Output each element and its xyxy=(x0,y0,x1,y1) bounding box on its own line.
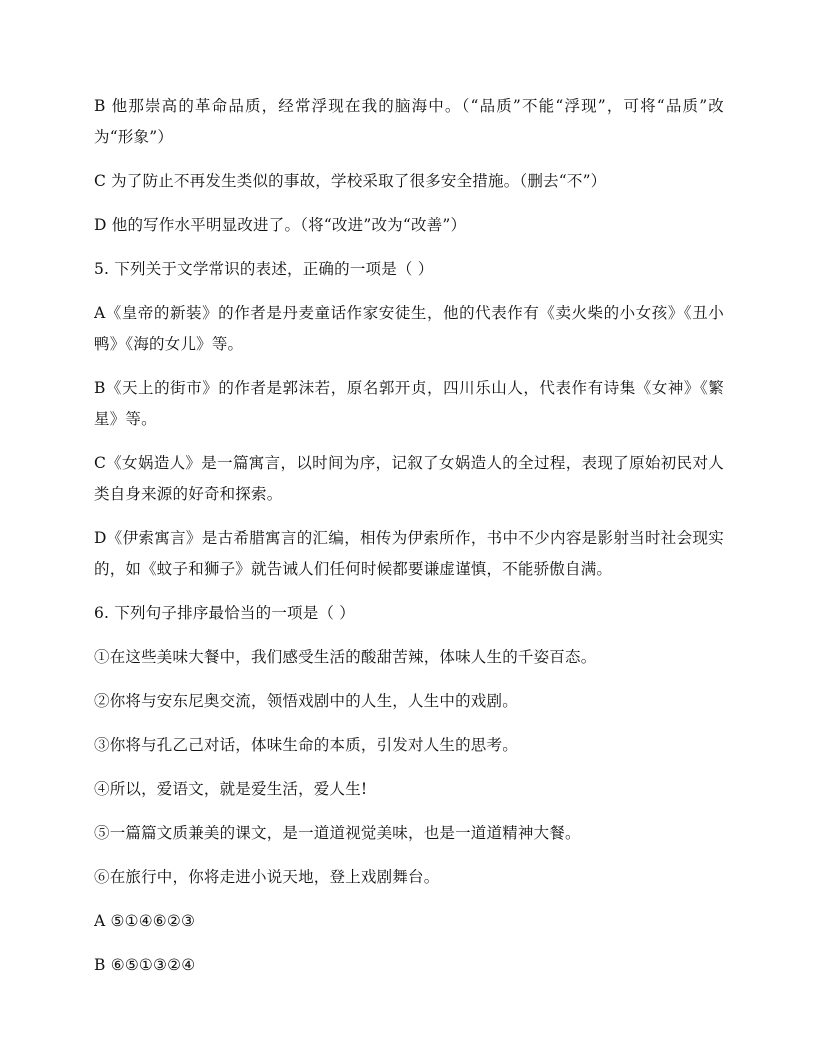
option-a-q6: A ⑤①④⑥②③ xyxy=(94,912,196,930)
option-b-q4: B 他那崇高的革命品质，经常浮现在我的脑海中。（“品质”不能“浮现”，可将“品质”改为“形象”） xyxy=(94,97,724,146)
sentence-6: ⑥在旅行中，你将走进小说天地，登上戏剧舞台。 xyxy=(94,868,440,886)
sentence-1: ①在这些美味大餐中，我们感受生活的酸甜苦辣，体味人生的千姿百态。 xyxy=(94,648,597,666)
option-c-q5: C《女娲造人》是一篇寓言，以时间为序，记叙了女娲造人的全过程，表现了原始初民对人类自身来源的好奇和探索。 xyxy=(94,454,724,503)
option-b-q6: B ⑥⑤①③②④ xyxy=(94,956,196,974)
sentence-4: ④所以，爱语文，就是爱生活，爱人生! xyxy=(94,780,368,798)
option-b-q5: B《天上的街市》的作者是郭沫若，原名郭开贞，四川乐山人，代表作有诗集《女神》《繁星》等。 xyxy=(94,379,724,428)
option-d-q5: D《伊索寓言》是古希腊寓言的汇编，相传为伊索所作，书中不少内容是影射当时社会现实的，如《蚊子和狮子》就告诫人们任何时候都要谦虚谨慎，不能骄傲自满。 xyxy=(94,529,724,578)
question-6: 6. 下列句子排序最恰当的一项是（ ） xyxy=(94,604,355,622)
document-body xyxy=(94,91,724,994)
question-5: 5. 下列关于文学常识的表述，正确的一项是（ ） xyxy=(94,260,434,278)
option-c-q4: C 为了防止不再发生类似的事故，学校采取了很多安全措施。（删去“不”） xyxy=(94,172,607,190)
sentence-2: ②你将与安东尼奥交流，领悟戏剧中的人生，人生中的戏剧。 xyxy=(94,692,518,710)
option-a-q5: A《皇帝的新装》的作者是丹麦童话作家安徒生，他的代表作有《卖火柴的小女孩》《丑小鸭》《海的女儿》等。 xyxy=(94,304,724,353)
option-d-q4: D 他的写作水平明显改进了。（将“改进”改为“改善”） xyxy=(94,216,467,234)
sentence-3: ③你将与孔乙己对话，体味生命的本质，引发对人生的思考。 xyxy=(94,736,518,754)
sentence-5: ⑤一篇篇文质兼美的课文，是一道道视觉美味，也是一道道精神大餐。 xyxy=(94,824,581,842)
